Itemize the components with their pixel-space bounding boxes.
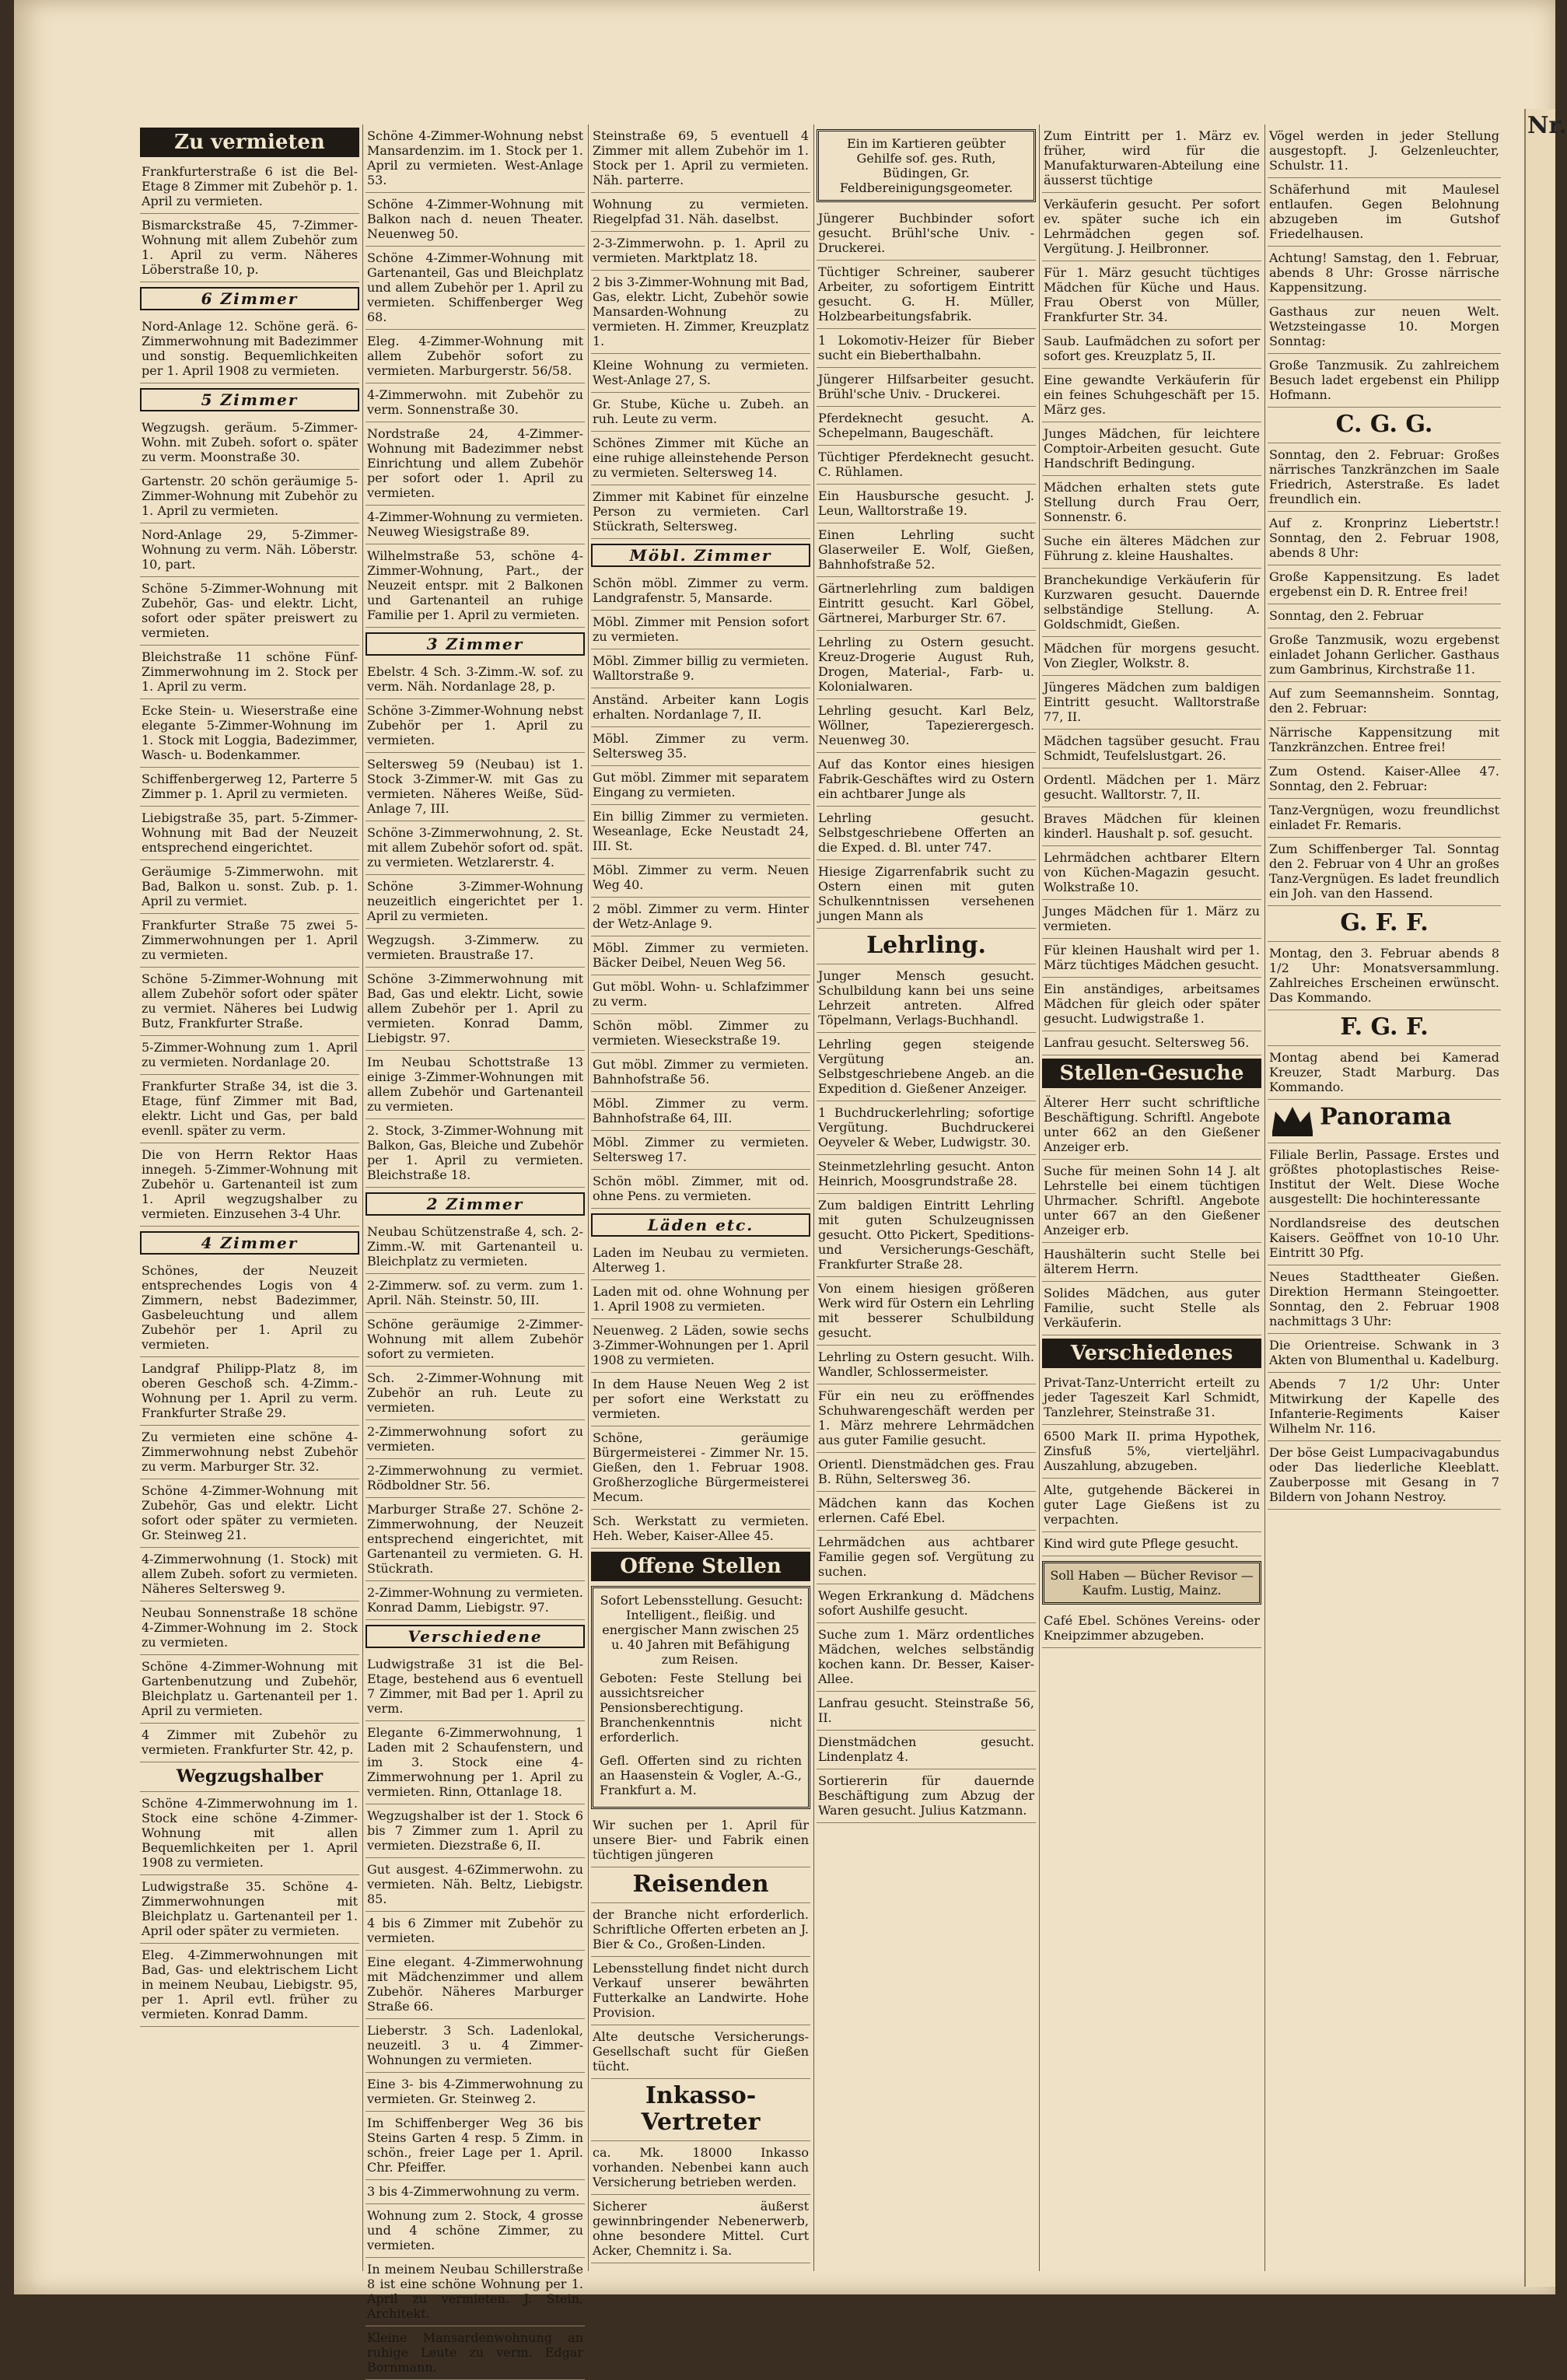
classified-ad: Lanfrau gesucht. Seltersweg 56. xyxy=(1042,1031,1261,1055)
classified-ad: Zu vermieten eine schöne 4-Zimmerwohnung nebst Zubehör zu verm. Marburger Str. 32. xyxy=(140,1426,359,1479)
classified-ad: Nordstraße 24, 4-Zimmer-Wohnung mit Badezimmer nebst Einrichtung und allem Zubehör per sofort oder 1. April zu vermieten. xyxy=(366,422,585,506)
classified-ad: Kleine Wohnung zu vermieten. West-Anlage 27, S. xyxy=(591,354,810,393)
classified-ad: Für ein neu zu eröffnendes Schuhwarengeschäft werden per 1. März mehrere Lehrmädchen aus guter Familie gesucht. xyxy=(817,1384,1036,1453)
classified-ad: Frankfurter Straße 34, ist die 3. Etage, fünf Zimmer mit Bad, elektr. Licht und Gas, per bald evenll. später zu verm. xyxy=(140,1075,359,1143)
classified-ad: Schön möbl. Zimmer, mit od. ohne Pens. zu vermieten. xyxy=(591,1170,810,1209)
bookkeeping-illustration-ad xyxy=(1042,1561,1261,1605)
column-1 xyxy=(140,124,359,2271)
classified-ad: Eine 3- bis 4-Zimmerwohnung zu vermieten. Gr. Steinweg 2. xyxy=(366,2073,585,2112)
classified-ad: Gut möbl. Wohn- u. Schlafzimmer zu verm. xyxy=(591,975,810,1014)
classified-ad: Für 1. März gesucht tüchtiges Mädchen für Küche und Haus. Frau Oberst von Müller, Frankfurter Str. 34. xyxy=(1042,261,1261,330)
classified-ad: Der böse Geist Lumpacivagabundus oder Das liederliche Kleeblatt. Zauberposse mit Gesang in 7 Bildern von Johann Nestroy. xyxy=(1268,1441,1501,1510)
classified-ad: Schiffenbergerweg 12, Parterre 5 Zimmer p. 1. April zu vermieten. xyxy=(140,768,359,807)
classified-ad: 2 möbl. Zimmer zu verm. Hinter der Wetz-Anlage 9. xyxy=(591,898,810,936)
classified-ad: Lehrling zu Ostern gesucht. Wilh. Wandler, Schlossermeister. xyxy=(817,1346,1036,1384)
classified-ad: In meinem Neubau Schillerstraße 8 ist eine schöne Wohnung per 1. April zu vermieten. J. Stein, Architekt. xyxy=(366,2258,585,2326)
boxed-ad xyxy=(591,1586,810,1809)
ad-headline: F. G. F. xyxy=(1340,1013,1429,1041)
classified-ad: Ludwigstraße 35. Schöne 4-Zimmerwohnungen mit Bleichplatz u. Gartenanteil per 1. April oder später zu vermieten. xyxy=(140,1875,359,1944)
sub-head-moebl-zimmer: Möbl. Zimmer xyxy=(591,544,810,567)
classified-ad: Mädchen tagsüber gesucht. Frau Schmidt, Teufelslustgart. 26. xyxy=(1042,730,1261,768)
classified-ad: Jüngeres Mädchen zum baldigen Eintritt gesucht. Walltorstraße 77, II. xyxy=(1042,676,1261,730)
classified-ad: Sch. 2-Zimmer-Wohnung mit Zubehör an ruh. Leute zu vermieten. xyxy=(366,1367,585,1420)
classified-ad: Möbl. Zimmer zu verm. Neuen Weg 40. xyxy=(591,859,810,898)
ad-headline: G. F. F. xyxy=(1340,909,1429,936)
classified-ad: 1 Buchdruckerlehrling; sofortige Vergütung. Buchdruckerei Oeyveler & Weber, Ludwigstr. 30. xyxy=(817,1101,1036,1155)
classified-ad: Die von Herrn Rektor Haas innegeh. 5-Zimmer-Wohnung mit Zubehör u. Gartenanteil ist zum 1. April wegzugshalber zu vermieten. Einzusehen 3-4 Uhr. xyxy=(140,1143,359,1227)
classified-ad: Auf das Kontor eines hiesigen Fabrik-Geschäftes wird zu Ostern ein achtbarer Junge als xyxy=(817,753,1036,807)
classified-ad: Gut möbl. Zimmer mit separatem Eingang zu vermieten. xyxy=(591,766,810,805)
classified-ad: Eleg. 4-Zimmerwohnungen mit Bad, Gas- und elektrischem Licht in meinem Neubau, Liebigstr. 95, per 1. April evtl. früher zu vermieten. Konrad Damm. xyxy=(140,1944,359,2027)
classified-ad: Gut möbl. Zimmer zu vermieten. Bahnhofstraße 56. xyxy=(591,1053,810,1092)
classified-ad: Schöne geräumige 2-Zimmer-Wohnung mit allem Zubehör sofort zu vermieten. xyxy=(366,1313,585,1367)
newspaper-page xyxy=(14,0,1567,2375)
classified-ad: Schöne 3-Zimmer-Wohnung neuzeitlich eingerichtet per 1. April zu vermieten. xyxy=(366,875,585,929)
classified-ad: Alte, gutgehende Bäckerei in guter Lage Gießens ist zu verpachten. xyxy=(1042,1479,1261,1532)
classified-ad: Auf z. Kronprinz Liebertstr.! Sonntag, den 2. Februar 1908, abends 8 Uhr: xyxy=(1268,512,1501,565)
classified-ad: Neuenweg. 2 Läden, sowie sechs 3-Zimmer-Wohnungen per 1. April 1908 zu vermieten. xyxy=(591,1319,810,1373)
classified-ad xyxy=(591,2079,810,2141)
classified-ad: 2-Zimmerw. sof. zu verm. zum 1. April. Näh. Steinstr. 50, III. xyxy=(366,1274,585,1313)
classified-ad: 5-Zimmer-Wohnung zum 1. April zu vermieten. Nordanlage 20. xyxy=(140,1036,359,1075)
classified-ad: Gartenstr. 20 schön geräumige 5-Zimmer-Wohnung mit Zubehör zu 1. April zu vermieten. xyxy=(140,470,359,523)
classified-ad: Ein Hausbursche gesucht. J. Leun, Walltorstraße 19. xyxy=(817,485,1036,523)
classified-ad: Mädchen erhalten stets gute Stellung durch Frau Oerr, Sonnenstr. 6. xyxy=(1042,476,1261,530)
classified-ad: Elegante 6-Zimmerwohnung, 1 Laden mit 2 Schaufenstern, und im 3. Stock eine 4-Zimmerwohnung per 1. April zu vermieten. Rinn, Ottanlage 18. xyxy=(366,1721,585,1804)
classified-ad: Eine elegant. 4-Zimmerwohnung mit Mädchenzimmer und allem Zubehör. Näheres Marburger Straße 66. xyxy=(366,1951,585,2019)
classified-ad: Steinmetzlehrling gesucht. Anton Heinrich, Moosgrundstraße 28. xyxy=(817,1155,1036,1194)
classified-ad: Schöne 4-Zimmerwohnung im 1. Stock eine schöne 4-Zimmer-Wohnung mit allen Bequemlichkeiten per 1. April 1908 zu vermieten. xyxy=(140,1792,359,1875)
classified-ad: Dienstmädchen gesucht. Lindenplatz 4. xyxy=(817,1731,1036,1769)
classified-ad: Kleine Mansardenwohnung an ruhige Leute zu verm. Edgar Bornmann. xyxy=(366,2326,585,2380)
classified-ad: Frankfurter Straße 75 zwei 5-Zimmerwohnungen per 1. April zu vermieten. xyxy=(140,914,359,968)
classified-ad: Laden im Neubau zu vermieten. Alterweg 1. xyxy=(591,1241,810,1280)
classified-ad: Lebensstellung findet nicht durch Verkauf unserer bewährten Futterkalke an Landwirte. Hohe Provision. xyxy=(591,1957,810,2025)
column-rule xyxy=(588,124,589,2271)
classified-ad: Nord-Anlage 29, 5-Zimmer-Wohnung zu verm. Näh. Löberstr. 10, part. xyxy=(140,523,359,577)
classified-ad: Gr. Stube, Küche u. Zubeh. an ruh. Leute zu verm. xyxy=(591,393,810,432)
classified-ad: Lehrling gesucht. Karl Belz, Wöllner, Tapezierergesch. Neuenweg 30. xyxy=(817,699,1036,753)
classified-ad: Braves Mädchen für kleinen kinderl. Haushalt p. sof. gesucht. xyxy=(1042,807,1261,846)
classified-ad: Von einem hiesigen größeren Werk wird für Ostern ein Lehrling mit besserer Schulbildung gesucht. xyxy=(817,1277,1036,1346)
classified-ad: Lehrling gegen steigende Vergütung an. Selbstgeschriebene Angeb. an die Expedition d. Gießener Anzeiger. xyxy=(817,1033,1036,1101)
classified-ad: Branchekundige Verkäuferin für Kurzwaren gesucht. Dauernde selbständige Stellung. A. Goldschmidt, Gießen. xyxy=(1042,569,1261,637)
classified-ad xyxy=(1268,1010,1501,1046)
classified-ad: Ein anständiges, arbeitsames Mädchen für gleich oder später gesucht. Ludwigstraße 1. xyxy=(1042,978,1261,1031)
classified-ad: Jüngerer Hilfsarbeiter gesucht. Brühl'sche Univ. - Druckerei. xyxy=(817,368,1036,407)
classified-ad: Einen Lehrling sucht Glaserweiler E. Wolf, Gießen, Bahnhofstraße 52. xyxy=(817,523,1036,577)
classified-ad xyxy=(817,929,1036,964)
classified-ad: Sonntag, den 2. Februar: Großes närrisches Tanzkränzchen im Saale Friedrich, Asterstraße. Es ladet freundlich ein. xyxy=(1268,443,1501,512)
classified-ad xyxy=(140,1762,359,1792)
classified-ad: Schöne 4-Zimmer-Wohnung mit Gartenbenutzung und Zubehör, Bleichplatz u. Gartenanteil per 1. April zu vermieten. xyxy=(140,1655,359,1724)
column-2 xyxy=(366,124,585,2375)
classified-ad: 4 bis 6 Zimmer mit Zubehör zu vermieten. xyxy=(366,1912,585,1951)
classified-ad: Ein billig Zimmer zu vermieten. Weseanlage, Ecke Neustadt 24, III. St. xyxy=(591,805,810,859)
classified-ad: Schöne 4-Zimmer-Wohnung mit Gartenanteil, Gas und Bleichplatz und allem Zubehör per 1. April zu vermieten. Schiffenberger Weg 68. xyxy=(366,247,585,330)
column-4 xyxy=(817,124,1036,2271)
classified-ad: Ebelstr. 4 Sch. 3-Zimm.-W. sof. zu verm. Näh. Nordanlage 28, p. xyxy=(366,660,585,699)
classified-ad: Ecke Stein- u. Wieserstraße eine elegante 5-Zimmer-Wohnung im 1. Stock mit Loggia, Badezimmer, Wasch- u. Bodenkammer. xyxy=(140,699,359,768)
boxed-ad xyxy=(817,129,1036,202)
classified-ad: Mädchen kann das Kochen erlernen. Café Ebel. xyxy=(817,1492,1036,1531)
column-rule xyxy=(362,124,363,2271)
classified-ad: Lehrling gesucht. Selbstgeschriebene Offerten an die Exped. d. Bl. unter 747. xyxy=(817,807,1036,860)
classified-ad: Wegzugsh. 3-Zimmerw. zu vermieten. Braustraße 17. xyxy=(366,929,585,968)
sub-head-verschiedene: Verschiedene xyxy=(366,1625,585,1648)
classified-ad: Tüchtiger Pferdeknecht gesucht. C. Rühlamen. xyxy=(817,446,1036,485)
crown-icon xyxy=(1269,1104,1316,1138)
classified-ad: Im Schiffenberger Weg 36 bis Steins Garten 4 resp. 5 Zimm. in schön., freier Lage per 1. April. Chr. Pfeiffer. xyxy=(366,2112,585,2180)
classified-ad: Suche für meinen Sohn 14 J. alt Lehrstelle bei einem tüchtigen Uhrmacher. Schriftl. Angebote unter 667 an den Gießener Anzeiger erb. xyxy=(1042,1160,1261,1243)
classified-ad: Närrische Kappensitzung mit Tanzkränzchen. Entree frei! xyxy=(1268,721,1501,760)
classified-ad: ca. Mk. 18000 Inkasso vorhanden. Nebenbei kann auch Versicherung betrieben werden. xyxy=(591,2141,810,2195)
classified-ad: Wilhelmstraße 53, schöne 4-Zimmer-Wohnung, Part., der Neuzeit entspr. mit 2 Balkonen und Gartenanteil an ruhige Familie per 1. April zu vermieten. xyxy=(366,544,585,628)
classified-ad: Gasthaus zur neuen Welt. Wetzsteingasse 10. Morgen Sonntag: xyxy=(1268,300,1501,354)
classified-ad: Anständ. Arbeiter kann Logis erhalten. Nordanlage 7, II. xyxy=(591,688,810,727)
classified-ad: 4 Zimmer mit Zubehör zu vermieten. Frankfurter Str. 42, p. xyxy=(140,1724,359,1762)
classified-ad: In dem Hause Neuen Weg 2 ist per sofort eine Werkstatt zu vermieten. xyxy=(591,1373,810,1426)
classified-ad: 2 bis 3-Zimmer-Wohnung mit Bad, Gas, elektr. Licht, Zubehör sowie Mansarden-Wohnung zu vermieten. H. Zimmer, Kreuzplatz 1. xyxy=(591,271,810,354)
classified-ad: Schön möbl. Zimmer zu vermieten. Wieseckstraße 19. xyxy=(591,1014,810,1053)
classified-ad: Montag, den 3. Februar abends 8 1/2 Uhr: Monatsversammlung. Zahlreiches Erscheinen erwünscht. Das Kommando. xyxy=(1268,942,1501,1010)
classified-ad: Filiale Berlin, Passage. Erstes und größtes photoplastisches Reise-Institut der Welt. Diese Woche ausgestellt: Die hochinteressante xyxy=(1268,1143,1501,1212)
classified-ad: 4-Zimmerwohn. mit Zubehör zu verm. Sonnenstraße 30. xyxy=(366,383,585,422)
classified-ad: Hiesige Zigarrenfabrik sucht zu Ostern einen mit guten Schulkenntnissen versehenen jungen Mann als xyxy=(817,860,1036,929)
classified-ad: Schöne 3-Zimmer-Wohnung nebst Zubehör per 1. April zu vermieten. xyxy=(366,699,585,753)
section-title-offene-stellen: Offene Stellen xyxy=(591,1552,810,1581)
classified-ad: 2-3-Zimmerwohn. p. 1. April zu vermieten. Marktplatz 18. xyxy=(591,232,810,271)
classified-ad: Große Kappensitzung. Es ladet ergebenst ein D. R. Entree frei! xyxy=(1268,565,1501,604)
ad-headline: C. G. G. xyxy=(1335,411,1433,438)
sub-head-4-zimmer: 4 Zimmer xyxy=(140,1231,359,1255)
column-rule xyxy=(1264,124,1265,2271)
classified-ad: Nordlandsreise des deutschen Kaisers. Geöffnet von 10-10 Uhr. Eintritt 30 Pfg. xyxy=(1268,1212,1501,1265)
classified-ad: Schöne, geräumige Bürgermeisterei - Zimmer Nr. 15. Gießen, den 1. Februar 1908. Großherzogliche Bürgermeisterei Mecum. xyxy=(591,1426,810,1510)
classified-ad: Lehrmädchen achtbarer Eltern von Küchen-Magazin gesucht. Wolkstraße 10. xyxy=(1042,846,1261,900)
ad-text: Sofort Lebensstellung. Gesucht: Intelligent., fleißig. und energischer Mann zwischen 25 u. 40 Jahren mit Befähigung zum Reisen. xyxy=(600,1593,803,1667)
classified-ad: Schäferhund mit Maulesel entlaufen. Gegen Belohnung abzugeben im Gutshof Friedelhausen. xyxy=(1268,178,1501,247)
classified-ad: Schöne 4-Zimmer-Wohnung mit Zubehör, Gas und elektr. Licht sofort oder später zu vermieten. Gr. Steinweg 21. xyxy=(140,1479,359,1548)
classified-ad: Abends 7 1/2 Uhr: Unter Mitwirkung der Kapelle des Infanterie-Regiments Kaiser Wilhelm Nr. 116. xyxy=(1268,1373,1501,1441)
classified-ad: Eleg. 4-Zimmer-Wohnung mit allem Zubehör sofort zu vermieten. Marburgerstr. 56/58. xyxy=(366,330,585,383)
classified-ad: Tanz-Vergnügen, wozu freundlichst einladet Fr. Remaris. xyxy=(1268,799,1501,838)
classified-ad: Ordentl. Mädchen per 1. März gesucht. Walltorstr. 7, II. xyxy=(1042,768,1261,807)
classified-ad: Schöne 5-Zimmer-Wohnung mit allem Zubehör sofort oder später zu vermiet. Näheres bei Ludwig Butz, Frankfurter Straße. xyxy=(140,968,359,1036)
classified-ad: Frankfurterstraße 6 ist die Bel-Etage 8 Zimmer mit Zubehör p. 1. April zu vermieten. xyxy=(140,160,359,214)
classified-ad: Landgraf Philipp-Platz 8, im oberen Geschoß sch. 4-Zimm.-Wohnung per 1. April zu verm. Frankfurter Straße 29. xyxy=(140,1357,359,1426)
classified-ad: Im Neubau Schottstraße 13 einige 3-Zimmer-Wohnungen mit allem Zubehör und Gartenanteil zu vermieten. xyxy=(366,1051,585,1119)
classified-ad: Wohnung zu vermieten. Riegelpfad 31. Näh. daselbst. xyxy=(591,193,810,232)
classified-ad: Zum baldigen Eintritt Lehrling mit guten Schulzeugnissen gesucht. Otto Pickert, Speditions- und Versicherungs-Geschäft, Frankfurter Straße 28. xyxy=(817,1194,1036,1277)
column-5 xyxy=(1042,124,1261,2271)
sub-head-laeden: Läden etc. xyxy=(591,1213,810,1237)
next-page-header: Nr. xyxy=(1527,112,1567,139)
classified-ad: Nord-Anlage 12. Schöne gerä. 6-Zimmerwohnung mit Badezimmer und sonstig. Bequemlichkeiten per 1. April 1908 zu vermieten. xyxy=(140,315,359,383)
classified-ad: Möbl. Zimmer zu vermieten. Bäcker Deibel, Neuen Weg 56. xyxy=(591,936,810,975)
classified-ad: Wir suchen per 1. April für unsere Bier- und Fabrik einen tüchtigen jüngeren xyxy=(591,1814,810,1867)
section-title-zu-vermieten: Zu vermieten xyxy=(140,128,359,157)
classified-ad: Schönes, der Neuzeit entsprechendes Logis von 4 Zimmern, nebst Badezimmer, Gasbeleuchtung und allem Zubehör per 1. April zu vermieten. xyxy=(140,1259,359,1357)
ad-headline: Reisenden xyxy=(632,1871,769,1898)
classified-ad: Neubau Sonnenstraße 18 schöne 4-Zimmer-Wohnung im 2. Stock zu vermieten. xyxy=(140,1601,359,1655)
ad-text: Soll Haben — Bücher Revisor — Kaufm. Lustig, Mainz. xyxy=(1050,1568,1254,1598)
classified-ad: 4-Zimmerwohnung (1. Stock) mit allem Zubeh. sofort zu vermieten. Näheres Seltersweg 9. xyxy=(140,1548,359,1601)
classified-ad: 1 Lokomotiv-Heizer für Bieber sucht ein Bieberthalbahn. xyxy=(817,329,1036,368)
classified-ad: Pferdeknecht gesucht. A. Schepelmann, Baugeschäft. xyxy=(817,407,1036,446)
classified-ad: Sch. Werkstatt zu vermieten. Heh. Weber, Kaiser-Allee 45. xyxy=(591,1510,810,1549)
classified-ad: Möbl. Zimmer zu vermieten. Seltersweg 17. xyxy=(591,1131,810,1170)
classified-ad: Laden mit od. ohne Wohnung per 1. April 1908 zu vermieten. xyxy=(591,1280,810,1319)
classified-ad: Sortiererin für dauernde Beschäftigung zum Abzug der Waren gesucht. Julius Katzmann. xyxy=(817,1769,1036,1823)
classified-ad xyxy=(1268,408,1501,443)
classified-ad: Wohnung zum 2. Stock, 4 grosse und 4 schöne Zimmer, zu vermieten. xyxy=(366,2204,585,2258)
classified-ad: Zum Eintritt per 1. März ev. früher, wird für die Manufakturwaren-Abteilung eine äusserst tüchtige xyxy=(1042,124,1261,193)
classified-ad: Gut ausgest. 4-6Zimmerwohn. zu vermieten. Näh. Beltz, Liebigstr. 85. xyxy=(366,1858,585,1912)
classified-ad: Lehrling zu Ostern gesucht. Kreuz-Drogerie August Ruh, Drogen, Material-, Farb- u. Kolonialwaren. xyxy=(817,631,1036,699)
classified-ad: Saub. Laufmädchen zu sofort per sofort ges. Kreuzplatz 5, II. xyxy=(1042,330,1261,369)
classified-ad: Wegen Erkrankung d. Mädchens sofort Aushilfe gesucht. xyxy=(817,1584,1036,1623)
classified-ad: Schöne 4-Zimmer-Wohnung mit Balkon nach d. neuen Theater. Neuenweg 50. xyxy=(366,193,585,247)
sub-head-3-zimmer: 3 Zimmer xyxy=(366,632,585,656)
classified-ad: Junges Mädchen für 1. März zu vermieten. xyxy=(1042,900,1261,939)
classified-ad: Wegzugshalber ist der 1. Stock 6 bis 7 Zimmer zum 1. April zu vermieten. Diezstraße 6, II. xyxy=(366,1804,585,1858)
classified-ad: Möbl. Zimmer mit Pension sofort zu vermieten. xyxy=(591,611,810,649)
classified-ad: Schönes Zimmer mit Küche an eine ruhige alleinstehende Person zu vermieten. Seltersweg 14. xyxy=(591,432,810,485)
classified-ad: Café Ebel. Schönes Vereins- oder Kneipzimmer abzugeben. xyxy=(1042,1609,1261,1648)
classified-ad xyxy=(591,1867,810,1903)
classified-ad: Suche zum 1. März ordentliches Mädchen, welches selbständig kochen kann. Dr. Besser, Kaiser-Allee. xyxy=(817,1623,1036,1692)
classified-ad: Junges Mädchen, für leichtere Comptoir-Arbeiten gesucht. Gute Handschrift Bedingung. xyxy=(1042,422,1261,476)
classified-ad: Zum Schiffenberger Tal. Sonntag den 2. Februar von 4 Uhr an großes Tanz-Vergnügen. Es ladet freundlich ein Joh. van den Hassend. xyxy=(1268,838,1501,906)
classified-ad: Schöne 3-Zimmerwohnung, 2. St. mit allem Zubehör sofort od. spät. zu vermieten. Wetzlarerstr. 4. xyxy=(366,821,585,875)
sub-head-2-zimmer: 2 Zimmer xyxy=(366,1192,585,1216)
classified-ad: Gärtnerlehrling zum baldigen Eintritt gesucht. Karl Göbel, Gärtnerei, Marburger Str. 67. xyxy=(817,577,1036,631)
classified-ad: Mädchen für morgens gesucht. Von Ziegler, Wolkstr. 8. xyxy=(1042,637,1261,676)
sub-head-5-zimmer: 5 Zimmer xyxy=(140,388,359,411)
classified-ad: Möbl. Zimmer billig zu vermieten. Walltorstraße 9. xyxy=(591,649,810,688)
ad-headline: Wegzugshalber xyxy=(176,1766,324,1787)
classified-ad: 2-Zimmer-Wohnung zu vermieten. Konrad Damm, Liebigstr. 97. xyxy=(366,1581,585,1620)
classified-ad: Die Orientreise. Schwank in 3 Akten von Blumenthal u. Kadelburg. xyxy=(1268,1334,1501,1373)
classified-ad: Sonntag, den 2. Februar xyxy=(1268,604,1501,628)
classified-ad: Schöne 3-Zimmerwohnung mit Bad, Gas und elektr. Licht, sowie allem Zubehör per 1. April zu vermieten. Konrad Damm, Liebigstr. 97. xyxy=(366,968,585,1051)
ad-text: Geboten: Feste Stellung bei aussichtsreicher Pensionsberechtigung. Branchenkenntnis nicht erforderlich. xyxy=(600,1671,802,1745)
classified-ad: Für kleinen Haushalt wird per 1. März tüchtiges Mädchen gesucht. xyxy=(1042,939,1261,978)
classified-ad: Solides Mädchen, aus guter Familie, sucht Stelle als Verkäuferin. xyxy=(1042,1282,1261,1335)
classified-ad: Lehrmädchen aus achtbarer Familie gegen sof. Vergütung zu suchen. xyxy=(817,1531,1036,1584)
classified-ad: Orientl. Dienstmädchen ges. Frau B. Rühn, Seltersweg 36. xyxy=(817,1453,1036,1492)
classified-ad: Achtung! Samstag, den 1. Februar, abends 8 Uhr: Grosse närrische Kappensitzung. xyxy=(1268,247,1501,300)
classified-ad: Neues Stadttheater Gießen. Direktion Hermann Steingoetter. Sonntag, den 2. Februar 1908 nachmittags 3 Uhr: xyxy=(1268,1265,1501,1334)
classified-ad: Lieberstr. 3 Sch. Ladenlokal, neuzeitl. 3 u. 4 Zimmer-Wohnungen zu vermieten. xyxy=(366,2019,585,2073)
classified-ad: Junger Mensch gesucht. Schulbildung kann bei uns seine Lehrzeit antreten. Alfred Töpelmann, Verlags-Buchhandl. xyxy=(817,964,1036,1033)
classified-ad: 3 bis 4-Zimmerwohnung zu verm. xyxy=(366,2180,585,2204)
ad-headline: Panorama xyxy=(1320,1103,1452,1131)
classified-ad: Möbl. Zimmer zu verm. Seltersweg 35. xyxy=(591,727,810,766)
classified-ad: Montag abend bei Kamerad Kreuzer, Stadt Marburg. Das Kommando. xyxy=(1268,1046,1501,1100)
section-title-verschiedenes: Verschiedenes xyxy=(1042,1339,1261,1368)
classified-ad: Vögel werden in jeder Stellung ausgestopft. J. Gelzenleuchter, Schulstr. 11. xyxy=(1268,124,1501,178)
sub-head-6-zimmer: 6 Zimmer xyxy=(140,287,359,310)
classified-ad xyxy=(1268,1100,1501,1143)
classified-ad: Tüchtiger Schreiner, sauberer Arbeiter, zu sofortigem Eintritt gesucht. G. H. Müller, Holzbearbeitungsfabrik. xyxy=(817,261,1036,329)
classified-ad: Marburger Straße 27. Schöne 2-Zimmerwohnung, der Neuzeit entsprechend eingerichtet, mit Gartenanteil zu vermieten. G. H. Stückrath. xyxy=(366,1498,585,1581)
classified-ad: Eine gewandte Verkäuferin für ein feines Schuhgeschäft per 15. März ges. xyxy=(1042,369,1261,422)
classified-ad: Suche ein älteres Mädchen zur Führung z. kleine Haushaltes. xyxy=(1042,530,1261,569)
classified-ad: 4-Zimmer-Wohnung zu vermieten. Neuweg Wiesigstraße 89. xyxy=(366,506,585,544)
ad-headline: Lehrling. xyxy=(866,932,986,959)
classified-ad: Steinstraße 69, 5 eventuell 4 Zimmer mit allem Zubehör im 1. Stock per 1. April zu vermieten. Näh. parterre. xyxy=(591,124,810,193)
classified-ad: Schöne 5-Zimmer-Wohnung mit Zubehör, Gas- und elektr. Licht, sofort oder später preiswert zu vermieten. xyxy=(140,577,359,646)
classified-ad: Zum Ostend. Kaiser-Allee 47. Sonntag, den 2. Februar: xyxy=(1268,760,1501,799)
column-rule xyxy=(1039,124,1040,2271)
column-rule xyxy=(813,124,814,2271)
classified-ad: 2-Zimmerwohnung sofort zu vermieten. xyxy=(366,1420,585,1459)
classified-ad: Haushälterin sucht Stelle bei älterem Herrn. xyxy=(1042,1243,1261,1282)
classified-ad: 2-Zimmerwohnung zu vermiet. Rödboldner Str. 56. xyxy=(366,1459,585,1498)
classified-ad: 6500 Mark II. prima Hypothek, Zinsfuß 5%, vierteljährl. Auszahlung, abzugeben. xyxy=(1042,1425,1261,1479)
classified-ad: Große Tanzmusik. Zu zahlreichem Besuch ladet ergebenst ein Philipp Hofmann. xyxy=(1268,354,1501,408)
classified-ad: Auf zum Seemannsheim. Sonntag, den 2. Februar: xyxy=(1268,682,1501,721)
classified-ad: Schöne 4-Zimmer-Wohnung nebst Mansardenzim. im 1. Stock per 1. April zu vermieten. West-Anlage 53. xyxy=(366,124,585,193)
section-title-stellen-gesuche: Stellen-Gesuche xyxy=(1042,1059,1261,1088)
classified-ad: Schön möbl. Zimmer zu verm. Landgrafenstr. 5, Mansarde. xyxy=(591,572,810,611)
column-6 xyxy=(1268,124,1501,2271)
classified-ad: Verkäuferin gesucht. Per sofort ev. später suche ich ein Lehrmädchen gegen sof. Vergütung. J. Heilbronner. xyxy=(1042,193,1261,261)
classified-ad: Große Tanzmusik, wozu ergebenst einladet Johann Gerlicher. Gasthaus zum Gambrinus, Kirchstraße 11. xyxy=(1268,628,1501,682)
classified-ad xyxy=(1268,906,1501,942)
classified-ad: Lanfrau gesucht. Steinstraße 56, II. xyxy=(817,1692,1036,1731)
classified-ad: Kind wird gute Pflege gesucht. xyxy=(1042,1532,1261,1556)
classified-ad: Neubau Schützenstraße 4, sch. 2-Zimm.-W. mit Gartenanteil u. Bleichplatz zu vermieten. xyxy=(366,1220,585,1274)
ad-text: Ein im Kartieren geübter Gehilfe sof. ges. Ruth, Büdingen, Gr. Feldbereinigungsgeometer. xyxy=(839,136,1013,195)
classified-ad: Alte deutsche Versicherungs-Gesellschaft sucht für Gießen tücht. xyxy=(591,2025,810,2079)
classified-ad: Seltersweg 59 (Neubau) ist 1. Stock 3-Zimmer-W. mit Gas zu vermieten. Näheres Weiße, Süd-Anlage 7, III. xyxy=(366,753,585,821)
classified-ad: Älterer Herr sucht schriftliche Beschäftigung. Schriftl. Angebote unter 662 an den Gießener Anzeiger erb. xyxy=(1042,1091,1261,1160)
classified-ad: 2. Stock, 3-Zimmer-Wohnung mit Balkon, Gas, Bleiche und Zubehör per 1. April zu vermieten. Bleichstraße 18. xyxy=(366,1119,585,1188)
column-3 xyxy=(591,124,810,2271)
classified-ad: Wegzugsh. geräum. 5-Zimmer-Wohn. mit Zubeh. sofort o. später zu verm. Moonstraße 30. xyxy=(140,416,359,470)
classified-ad: Privat-Tanz-Unterricht erteilt zu jeder Tageszeit Karl Schmidt, Tanzlehrer, Steinstraße 31. xyxy=(1042,1371,1261,1425)
classified-ad: Bismarckstraße 45, 7-Zimmer-Wohnung mit allem Zubehör zum 1. April zu verm. Näheres Löberstraße 10, p. xyxy=(140,214,359,282)
classified-ad: Möbl. Zimmer zu verm. Bahnhofstraße 64, III. xyxy=(591,1092,810,1131)
ad-headline: Inkasso-Vertreter xyxy=(641,2082,761,2136)
classified-ad: Sicherer äußerst gewinnbringender Nebenerwerb, ohne besondere Mittel. Curt Acker, Chemnitz i. Sa. xyxy=(591,2195,810,2263)
classified-ad: Liebigstraße 35, part. 5-Zimmer-Wohnung mit Bad der Neuzeit entsprechend eingerichtet. xyxy=(140,807,359,860)
classified-ad: Geräumige 5-Zimmerwohn. mit Bad, Balkon u. sonst. Zub. p. 1. April zu vermiet. xyxy=(140,860,359,914)
classified-ad: Jüngerer Buchbinder sofort gesucht. Brühl'sche Univ. - Druckerei. xyxy=(817,207,1036,261)
classified-ad: Ludwigstraße 31 ist die Bel-Etage, bestehend aus 6 eventuell 7 Zimmer, mit Bad per 1. April zu verm. xyxy=(366,1653,585,1721)
classified-ad: Zimmer mit Kabinet für einzelne Person zu vermieten. Carl Stückrath, Seltersweg. xyxy=(591,485,810,539)
classified-ad: Bleichstraße 11 schöne Fünf-Zimmerwohnung im 2. Stock per 1. April zu verm. xyxy=(140,646,359,699)
classified-ad: der Branche nicht erforderlich. Schriftliche Offerten erbeten an J. Bier & Co., Großen-Linden. xyxy=(591,1903,810,1957)
ad-text: Gefl. Offerten sind zu richten an Haasenstein & Vogler, A.-G., Frankfurt a. M. xyxy=(600,1753,802,1797)
next-page-edge xyxy=(1524,109,1567,2287)
